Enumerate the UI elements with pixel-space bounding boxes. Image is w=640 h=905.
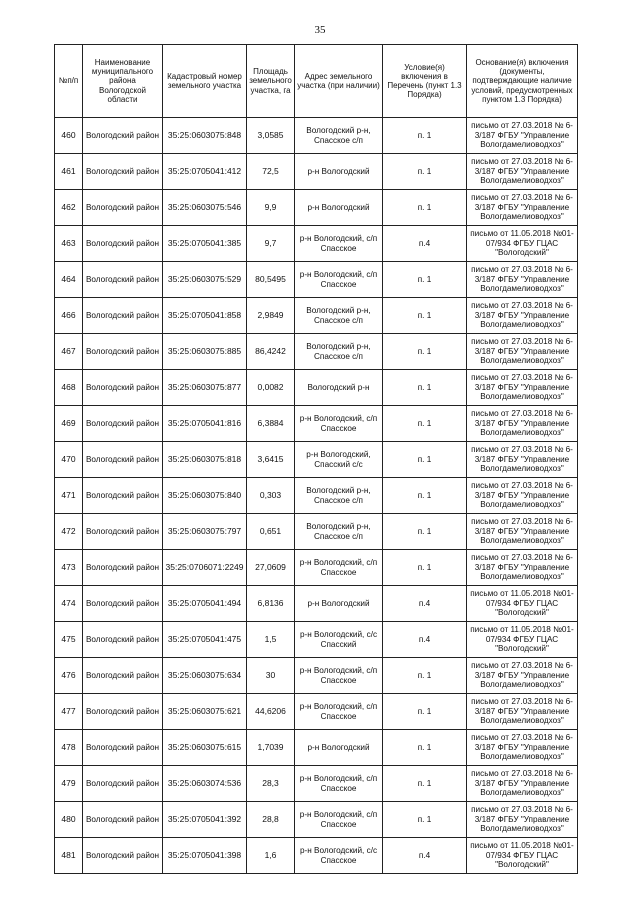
district-cell: Вологодский район: [83, 226, 163, 262]
row-number: 481: [55, 838, 83, 874]
table-row: [55, 658, 578, 694]
area-cell: 1,6: [247, 838, 295, 874]
cadastral-number-cell: 35:25:0603075:877: [163, 370, 247, 406]
condition-cell: п. 1: [383, 298, 467, 334]
table-row: [55, 370, 578, 406]
row-number: 474: [55, 586, 83, 622]
basis-cell: письмо от 27.03.2018 № 6-3/187 ФГБУ "Управление Вологдамелиоводхоз": [467, 802, 578, 838]
address-cell: Вологодский р-н, Спасское с/п: [295, 478, 383, 514]
basis-cell: письмо от 27.03.2018 № 6-3/187 ФГБУ "Управление Вологдамелиоводхоз": [467, 658, 578, 694]
area-cell: 2,9849: [247, 298, 295, 334]
condition-cell: п. 1: [383, 730, 467, 766]
district-cell: Вологодский район: [83, 406, 163, 442]
area-cell: 28,8: [247, 802, 295, 838]
table-row: [55, 514, 578, 550]
address-cell: Вологодский р-н, Спасское с/п: [295, 334, 383, 370]
condition-cell: п. 1: [383, 478, 467, 514]
row-number: 471: [55, 478, 83, 514]
table-row: [55, 226, 578, 262]
table-row: [55, 154, 578, 190]
header-condition: Условие(я) включения в Перечень (пункт 1.3 Порядка): [383, 45, 467, 118]
district-cell: Вологодский район: [83, 514, 163, 550]
district-cell: Вологодский район: [83, 730, 163, 766]
condition-cell: п. 1: [383, 694, 467, 730]
row-number: 478: [55, 730, 83, 766]
condition-cell: п.4: [383, 838, 467, 874]
cadastral-number-cell: 35:25:0603075:546: [163, 190, 247, 226]
row-number: 464: [55, 262, 83, 298]
condition-cell: п.4: [383, 622, 467, 658]
cadastral-number-cell: 35:25:0603075:621: [163, 694, 247, 730]
address-cell: Вологодский р-н, Спасское с/п: [295, 298, 383, 334]
cadastral-number-cell: 35:25:0603075:818: [163, 442, 247, 478]
row-number: 462: [55, 190, 83, 226]
basis-cell: письмо от 27.03.2018 № 6-3/187 ФГБУ "Управление Вологдамелиоводхоз": [467, 442, 578, 478]
table-row: [55, 694, 578, 730]
district-cell: Вологодский район: [83, 622, 163, 658]
basis-cell: письмо от 27.03.2018 № 6-3/187 ФГБУ "Управление Вологдамелиоводхоз": [467, 694, 578, 730]
district-cell: Вологодский район: [83, 694, 163, 730]
cadastral-number-cell: 35:25:0705041:412: [163, 154, 247, 190]
cadastral-number-cell: 35:25:0603075:848: [163, 118, 247, 154]
address-cell: р-н Вологодский: [295, 730, 383, 766]
basis-cell: письмо от 27.03.2018 № 6-3/187 ФГБУ "Управление Вологдамелиоводхоз": [467, 406, 578, 442]
district-cell: Вологодский район: [83, 766, 163, 802]
cadastral-number-cell: 35:25:0705041:816: [163, 406, 247, 442]
area-cell: 0,0082: [247, 370, 295, 406]
row-number: 472: [55, 514, 83, 550]
condition-cell: п. 1: [383, 766, 467, 802]
condition-cell: п. 1: [383, 802, 467, 838]
address-cell: р-н Вологодский, с/п Спасское: [295, 802, 383, 838]
table-row: [55, 730, 578, 766]
area-cell: 9,9: [247, 190, 295, 226]
header-address: Адрес земельного участка (при наличии): [295, 45, 383, 118]
district-cell: Вологодский район: [83, 802, 163, 838]
table-row: [55, 586, 578, 622]
row-number: 468: [55, 370, 83, 406]
area-cell: 80,5495: [247, 262, 295, 298]
cadastral-number-cell: 35:25:0603075:529: [163, 262, 247, 298]
address-cell: Вологодский р-н: [295, 370, 383, 406]
cadastral-number-cell: 35:25:0603075:797: [163, 514, 247, 550]
address-cell: р-н Вологодский, с/п Спасское: [295, 694, 383, 730]
district-cell: Вологодский район: [83, 838, 163, 874]
area-cell: 72,5: [247, 154, 295, 190]
row-number: 475: [55, 622, 83, 658]
address-cell: р-н Вологодский, с/п Спасское: [295, 262, 383, 298]
condition-cell: п.4: [383, 226, 467, 262]
district-cell: Вологодский район: [83, 190, 163, 226]
area-cell: 44,6206: [247, 694, 295, 730]
condition-cell: п. 1: [383, 190, 467, 226]
table-row: [55, 442, 578, 478]
row-number: 479: [55, 766, 83, 802]
condition-cell: п. 1: [383, 514, 467, 550]
table-row: [55, 802, 578, 838]
row-number: 476: [55, 658, 83, 694]
basis-cell: письмо от 27.03.2018 № 6-3/187 ФГБУ "Управление Вологдамелиоводхоз": [467, 118, 578, 154]
condition-cell: п. 1: [383, 550, 467, 586]
page-number: 35: [314, 24, 326, 36]
cadastral-number-cell: 35:25:0603075:885: [163, 334, 247, 370]
area-cell: 6,3884: [247, 406, 295, 442]
table-row: [55, 262, 578, 298]
cadastral-number-cell: 35:25:0603075:615: [163, 730, 247, 766]
address-cell: р-н Вологодский: [295, 190, 383, 226]
district-cell: Вологодский район: [83, 118, 163, 154]
row-number: 463: [55, 226, 83, 262]
row-number: 469: [55, 406, 83, 442]
area-cell: 1,7039: [247, 730, 295, 766]
table-row: [55, 190, 578, 226]
row-number: 467: [55, 334, 83, 370]
area-cell: 0,303: [247, 478, 295, 514]
cadastral-number-cell: 35:25:0705041:494: [163, 586, 247, 622]
district-cell: Вологодский район: [83, 478, 163, 514]
header-basis: Основание(я) включения (документы, подтверждающие наличие условий, предусмотренных пунктом 1.3 Порядка): [467, 45, 578, 118]
district-cell: Вологодский район: [83, 370, 163, 406]
header-number: №п/п: [55, 45, 83, 118]
area-cell: 6,8136: [247, 586, 295, 622]
table-row: [55, 766, 578, 802]
address-cell: р-н Вологодский, с/п Спасское: [295, 226, 383, 262]
area-cell: 9,7: [247, 226, 295, 262]
address-cell: Вологодский р-н, Спасское с/п: [295, 118, 383, 154]
address-cell: р-н Вологодский, Спасский с/с: [295, 442, 383, 478]
address-cell: Вологодский р-н, Спасское с/п: [295, 514, 383, 550]
row-number: 470: [55, 442, 83, 478]
basis-cell: письмо от 27.03.2018 № 6-3/187 ФГБУ "Управление Вологдамелиоводхоз": [467, 478, 578, 514]
area-cell: 86,4242: [247, 334, 295, 370]
area-cell: 1,5: [247, 622, 295, 658]
basis-cell: письмо от 27.03.2018 № 6-3/187 ФГБУ "Управление Вологдамелиоводхоз": [467, 514, 578, 550]
table-row: [55, 622, 578, 658]
address-cell: р-н Вологодский: [295, 586, 383, 622]
address-cell: р-н Вологодский, с/с Спасское: [295, 838, 383, 874]
cadastral-number-cell: 35:25:0705041:398: [163, 838, 247, 874]
header-district: Наименование муниципального района Вологодской области: [83, 45, 163, 118]
table-row: [55, 406, 578, 442]
row-number: 460: [55, 118, 83, 154]
district-cell: Вологодский район: [83, 442, 163, 478]
row-number: 477: [55, 694, 83, 730]
basis-cell: письмо от 11.05.2018 №01-07/934 ФГБУ ГЦАС "Вологодский": [467, 622, 578, 658]
row-number: 473: [55, 550, 83, 586]
area-cell: 30: [247, 658, 295, 694]
row-number: 461: [55, 154, 83, 190]
address-cell: р-н Вологодский, с/п Спасское: [295, 766, 383, 802]
basis-cell: письмо от 11.05.2018 №01-07/934 ФГБУ ГЦАС "Вологодский": [467, 226, 578, 262]
district-cell: Вологодский район: [83, 154, 163, 190]
condition-cell: п. 1: [383, 154, 467, 190]
basis-cell: письмо от 27.03.2018 № 6-3/187 ФГБУ "Управление Вологдамелиоводхоз": [467, 370, 578, 406]
cadastral-number-cell: 35:25:0603075:634: [163, 658, 247, 694]
district-cell: Вологодский район: [83, 550, 163, 586]
row-number: 480: [55, 802, 83, 838]
condition-cell: п. 1: [383, 262, 467, 298]
condition-cell: п. 1: [383, 370, 467, 406]
cadastral-number-cell: 35:25:0706071:2249: [163, 550, 247, 586]
address-cell: р-н Вологодский: [295, 154, 383, 190]
table-row: [55, 550, 578, 586]
cadastral-number-cell: 35:25:0705041:475: [163, 622, 247, 658]
basis-cell: письмо от 11.05.2018 №01-07/934 ФГБУ ГЦАС "Вологодский": [467, 838, 578, 874]
row-number: 466: [55, 298, 83, 334]
condition-cell: п.4: [383, 586, 467, 622]
district-cell: Вологодский район: [83, 298, 163, 334]
address-cell: р-н Вологодский, с/п Спасское: [295, 550, 383, 586]
area-cell: 0,651: [247, 514, 295, 550]
basis-cell: письмо от 27.03.2018 № 6-3/187 ФГБУ "Управление Вологдамелиоводхоз": [467, 550, 578, 586]
condition-cell: п. 1: [383, 658, 467, 694]
area-cell: 27,0609: [247, 550, 295, 586]
district-cell: Вологодский район: [83, 658, 163, 694]
land-plots-table: [54, 44, 578, 874]
cadastral-number-cell: 35:25:0705041:385: [163, 226, 247, 262]
table-row: [55, 334, 578, 370]
basis-cell: письмо от 27.03.2018 № 6-3/187 ФГБУ "Управление Вологдамелиоводхоз": [467, 766, 578, 802]
area-cell: 3,0585: [247, 118, 295, 154]
cadastral-number-cell: 35:25:0705041:858: [163, 298, 247, 334]
basis-cell: письмо от 27.03.2018 № 6-3/187 ФГБУ "Управление Вологдамелиоводхоз": [467, 334, 578, 370]
area-cell: 3,6415: [247, 442, 295, 478]
district-cell: Вологодский район: [83, 334, 163, 370]
basis-cell: письмо от 11.05.2018 №01-07/934 ФГБУ ГЦАС "Вологодский": [467, 586, 578, 622]
basis-cell: письмо от 27.03.2018 № 6-3/187 ФГБУ "Управление Вологдамелиоводхоз": [467, 190, 578, 226]
district-cell: Вологодский район: [83, 586, 163, 622]
basis-cell: письмо от 27.03.2018 № 6-3/187 ФГБУ "Управление Вологдамелиоводхоз": [467, 298, 578, 334]
area-cell: 28,3: [247, 766, 295, 802]
basis-cell: письмо от 27.03.2018 № 6-3/187 ФГБУ "Управление Вологдамелиоводхоз": [467, 262, 578, 298]
table-row: [55, 838, 578, 874]
header-cadastral-number: Кадастровый номер земельного участка: [163, 45, 247, 118]
cadastral-number-cell: 35:25:0705041:392: [163, 802, 247, 838]
address-cell: р-н Вологодский, с/с Спасский: [295, 622, 383, 658]
table-row: [55, 118, 578, 154]
condition-cell: п. 1: [383, 334, 467, 370]
condition-cell: п. 1: [383, 118, 467, 154]
header-area: Площадь земельного участка, га: [247, 45, 295, 118]
address-cell: р-н Вологодский, с/п Спасское: [295, 658, 383, 694]
table-header-row: [55, 45, 578, 118]
cadastral-number-cell: 35:25:0603075:840: [163, 478, 247, 514]
table-row: [55, 478, 578, 514]
condition-cell: п. 1: [383, 442, 467, 478]
district-cell: Вологодский район: [83, 262, 163, 298]
condition-cell: п. 1: [383, 406, 467, 442]
address-cell: р-н Вологодский, с/п Спасское: [295, 406, 383, 442]
cadastral-number-cell: 35:25:0603074:536: [163, 766, 247, 802]
basis-cell: письмо от 27.03.2018 № 6-3/187 ФГБУ "Управление Вологдамелиоводхоз": [467, 730, 578, 766]
table-row: [55, 298, 578, 334]
basis-cell: письмо от 27.03.2018 № 6-3/187 ФГБУ "Управление Вологдамелиоводхоз": [467, 154, 578, 190]
